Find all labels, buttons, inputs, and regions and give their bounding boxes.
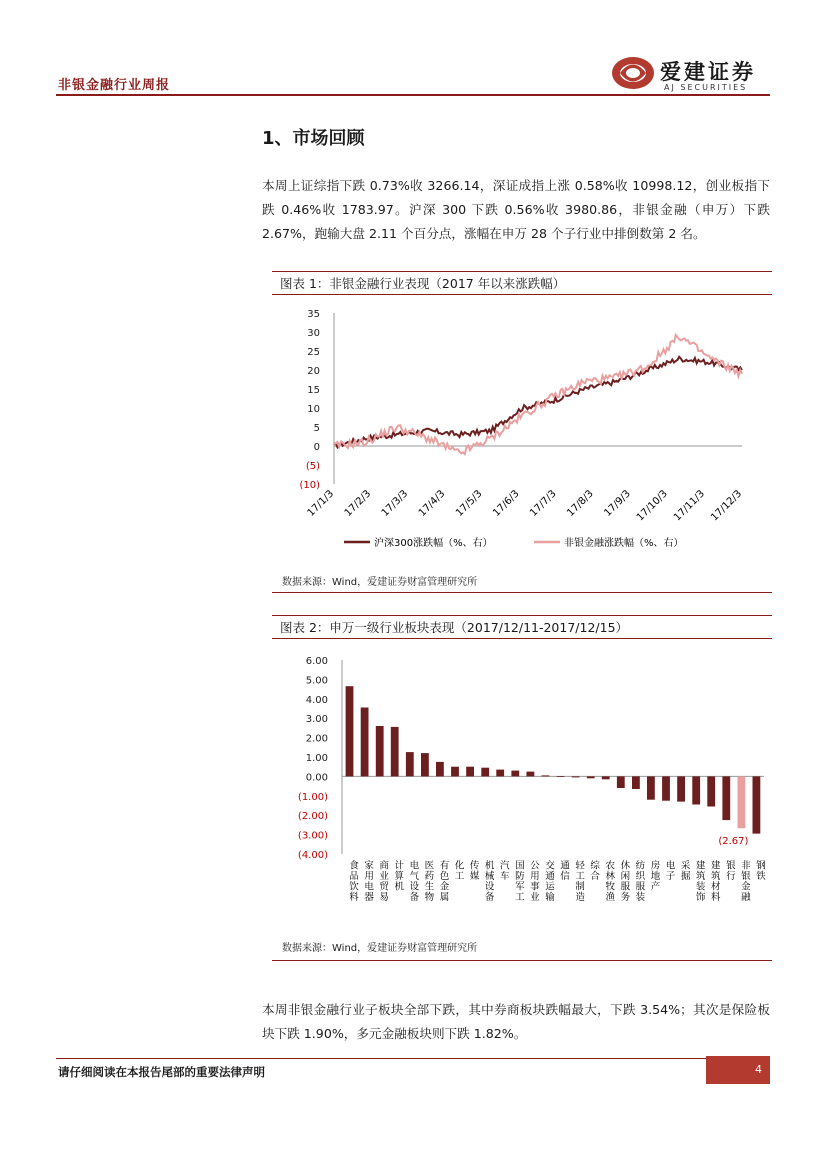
- bar: [722, 776, 730, 820]
- category-label: 通信: [558, 860, 570, 881]
- x-tick-label: 17/2/3: [342, 488, 374, 519]
- y-tick-label: (5): [305, 461, 320, 472]
- figure-1-title: 图表 1：非银金融行业表现（2017 年以来涨跌幅）: [272, 271, 772, 295]
- bar: [647, 776, 655, 799]
- y-tick-label: 5.00: [305, 675, 328, 687]
- figure-2-bottom-rule: [272, 960, 772, 961]
- bar: [436, 762, 444, 777]
- line-chart: [272, 298, 772, 560]
- x-tick-label: 17/6/3: [491, 488, 522, 519]
- category-label: 综合: [588, 860, 600, 881]
- y-tick-label: 10: [307, 404, 320, 415]
- y-tick-label: (10): [299, 480, 320, 491]
- bar: [346, 686, 354, 776]
- bar: [557, 776, 565, 777]
- figure-1-source: 数据来源：Wind，爱建证券财富管理研究所: [282, 577, 478, 588]
- category-label: 交通运输: [542, 860, 554, 902]
- y-tick-label: (4.00): [297, 850, 328, 861]
- bar: [707, 776, 715, 806]
- bar: [662, 776, 670, 800]
- category-label: 化工: [452, 860, 464, 881]
- legend-label-nonbank: 非银金融涨跌幅（%、右）: [564, 538, 684, 549]
- category-label: 公用事业: [527, 860, 539, 902]
- y-tick-label: (3.00): [297, 830, 328, 842]
- section-title: 1、市场回顾: [262, 128, 365, 149]
- page-number-box: [706, 1056, 770, 1084]
- category-label: 有色金属: [437, 860, 449, 902]
- category-label: 钢铁: [753, 860, 765, 881]
- bar: [406, 752, 414, 776]
- y-tick-label: 25: [307, 347, 320, 358]
- category-label: 纺织服装: [633, 860, 645, 902]
- bar: [511, 771, 519, 777]
- y-tick-label: 1.00: [305, 753, 328, 764]
- y-tick-label: 35: [307, 309, 320, 320]
- bar: [677, 776, 685, 801]
- data-label: (2.67): [718, 836, 749, 848]
- report-title: 非银金融行业周报: [58, 78, 171, 93]
- bar: [421, 753, 429, 776]
- bar: [361, 708, 369, 777]
- y-tick-label: (1.00): [297, 791, 328, 803]
- category-label: 国防军工: [512, 860, 524, 902]
- bar: [376, 726, 384, 776]
- bar: [572, 776, 580, 777]
- y-tick-label: 0.00: [305, 772, 328, 784]
- y-tick-label: 0: [313, 442, 320, 453]
- x-tick-label: 17/3/3: [379, 488, 411, 519]
- y-tick-label: 4.00: [305, 694, 328, 706]
- bar: [542, 775, 550, 776]
- x-tick-label: 17/12/3: [709, 488, 745, 524]
- x-tick-label: 17/11/3: [671, 488, 708, 524]
- category-label: 农林牧渔: [603, 860, 615, 902]
- y-tick-label: 30: [307, 328, 320, 339]
- y-tick-label: 3.00: [305, 714, 328, 726]
- logo-chinese-name: 爱建证券: [660, 59, 756, 84]
- bar: [391, 727, 399, 777]
- bar: [587, 776, 595, 778]
- bar: [617, 776, 625, 788]
- category-label: 计算机: [392, 860, 404, 892]
- figure-1-bottom-rule: [272, 592, 772, 593]
- y-tick-label: (2.00): [297, 811, 328, 823]
- y-tick-label: 6.00: [305, 656, 328, 667]
- bar: [496, 770, 504, 777]
- x-tick-label: 17/5/3: [453, 488, 485, 519]
- x-tick-label: 17/10/3: [634, 488, 670, 524]
- bar: [466, 767, 474, 777]
- x-tick-label: 17/4/3: [416, 488, 448, 519]
- category-label: 电子: [663, 860, 675, 881]
- figure-2-source: 数据来源：Wind，爱建证券财富管理研究所: [282, 943, 478, 954]
- logo-english-name: AJ SECURITIES: [664, 83, 748, 92]
- category-label: 建筑材料: [708, 860, 720, 902]
- x-tick-label: 17/1/3: [305, 488, 337, 519]
- category-label: 银行: [723, 860, 735, 881]
- bar: [632, 776, 640, 789]
- category-label: 采掘: [678, 860, 690, 881]
- y-tick-label: 15: [307, 385, 320, 396]
- category-label: 电气设备: [407, 860, 419, 902]
- bar: [527, 772, 535, 777]
- company-logo-icon: [610, 54, 656, 92]
- category-label: 轻工制造: [573, 860, 585, 902]
- y-tick-label: 2.00: [305, 733, 328, 745]
- y-tick-label: 5: [313, 423, 320, 434]
- category-label: 商业贸易: [377, 860, 389, 902]
- legend-label-hs300: 沪深300涨跌幅（%、右）: [374, 538, 493, 549]
- category-label: 传媒: [467, 860, 479, 881]
- category-label: 汽车: [497, 860, 509, 881]
- bar-chart: [272, 642, 772, 924]
- market-summary-paragraph: 本周上证综指下跌 0.73%收 3266.14，深证成指上涨 0.58%收 10998.12，创业板指下跌 0.46%收 1783.97。沪深 300 下跌 0.56%收 3980.86，非银金融（申万）下跌 2.67%，跑输大盘 2.11 个百分点，涨幅在申万 28 个子行业中排倒数第 2 名。: [262, 178, 770, 241]
- bar: [481, 768, 489, 777]
- x-tick-label: 17/8/3: [565, 488, 596, 519]
- sub-sector-paragraph: 本周非银金融行业子板块全部下跌，其中券商板块跌幅最大，下跌 3.54%；其次是保险板块下跌 1.90%，多元金融板块则下跌 1.82%。: [262, 1002, 770, 1041]
- category-label: 家用电器: [362, 860, 374, 902]
- y-tick-label: 20: [307, 366, 320, 377]
- category-label: 建筑装饰: [693, 860, 705, 902]
- bar: [602, 776, 610, 779]
- bar: [738, 776, 746, 828]
- category-label: 机械设备: [482, 860, 494, 902]
- x-tick-label: 17/7/3: [528, 488, 559, 519]
- legal-disclaimer-notice: 请仔细阅读在本报告尾部的重要法律声明: [58, 1065, 265, 1079]
- figure-2-title: 图表 2：申万一级行业板块表现（2017/12/11-2017/12/15）: [272, 615, 772, 639]
- category-label: 休闲服务: [618, 860, 630, 902]
- category-label: 非银金融: [738, 860, 750, 902]
- category-label: 医药生物: [422, 860, 434, 902]
- footer-divider: [56, 1058, 770, 1059]
- category-label: 房地产: [648, 860, 660, 892]
- bar: [753, 776, 761, 833]
- bar: [451, 767, 459, 777]
- header-divider: [56, 94, 770, 96]
- bar: [692, 776, 700, 804]
- category-label: 食品饮料: [347, 860, 359, 902]
- x-tick-label: 17/9/3: [602, 488, 633, 519]
- page-number: 4: [755, 1063, 762, 1076]
